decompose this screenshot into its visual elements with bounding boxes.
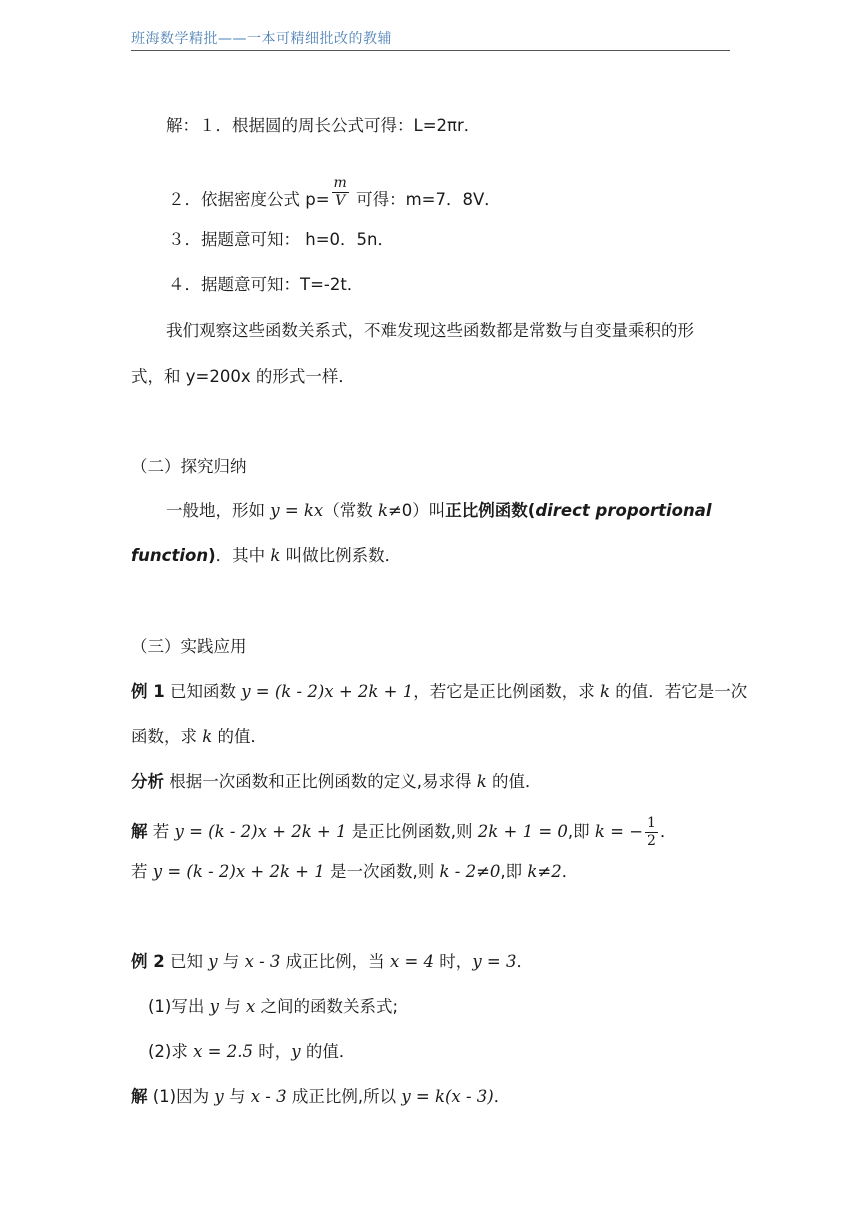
example-1-line-2: 函数，求 k 的值． <box>131 727 267 746</box>
solution-intro: 解：１．根据圆的周长公式可得：L=2πr． <box>166 116 481 135</box>
solution-label: 解 <box>131 822 148 841</box>
section-heading-inquiry: （二）探究归纳 <box>131 457 247 476</box>
analysis-label: 分析 <box>131 772 164 791</box>
observe-paragraph-line-1: 我们观察这些函数关系式，不难发现这些函数都是常数与自变量乘积的形 <box>166 321 694 340</box>
example-2-line-1: 例 2 已知 y 与 x - 3 成正比例，当 x = 4 时，y = 3． <box>131 952 533 971</box>
analysis-line: 分析 根据一次函数和正比例函数的定义,易求得 k 的值． <box>131 772 542 791</box>
solution-item-4: ４．据题意可知：T=-2t． <box>168 275 364 294</box>
example-2-question-2: (2)求 x = 2.5 时，y 的值． <box>148 1042 356 1061</box>
header-title: 班海数学精批——一本可精细批改的教辅 <box>131 31 392 47</box>
example-1-line-1: 例 1 已知函数 y = (k - 2)x + 2k + 1，若它是正比例函数，求 k 的值．若它是一次 <box>131 682 748 701</box>
example-1-label: 例 1 <box>131 682 165 701</box>
example-2-label: 例 2 <box>131 952 165 971</box>
density-fraction: $\frac{m}{V}$ <box>333 175 347 209</box>
solution-item-2: ２．依据密度公式 p= $\frac{m}{V}$ 可得：m=7．8V． <box>168 175 501 209</box>
section-heading-practice: （三）实践应用 <box>131 637 247 656</box>
observe-paragraph-line-2: 式，和 y=200x 的形式一样． <box>131 367 355 386</box>
solution-2-line-1: 解 (1)因为 y 与 x - 3 成正比例,所以 y = k(x - 3)． <box>131 1087 511 1106</box>
term-direct-proportion: 正比例函数( <box>445 501 536 520</box>
solution-2-label: 解 <box>131 1087 148 1106</box>
page-header <box>131 28 730 51</box>
definition-line-2: function)．其中 k 叫做比例系数． <box>131 546 402 565</box>
definition-line-1: 一般地，形如 y = kx（常数 k≠0）叫正比例函数(direct proportional <box>166 501 712 520</box>
half-fraction: $\frac{1}{2}$ <box>647 815 656 849</box>
solution-1-line-2: 若 y = (k - 2)x + 2k + 1 是一次函数,则 k - 2≠0,即 k≠2． <box>131 862 579 881</box>
example-2-question-1: (1)写出 y 与 x 之间的函数关系式; <box>148 997 399 1016</box>
solution-item-3: ３．据题意可知： h=0．5n． <box>168 230 394 249</box>
solution-1-line-1: 解 若 y = (k - 2)x + 2k + 1 是正比例函数,则 2k + 1 = 0,即 k = − $\frac{1}{2}$ ． <box>131 815 677 849</box>
